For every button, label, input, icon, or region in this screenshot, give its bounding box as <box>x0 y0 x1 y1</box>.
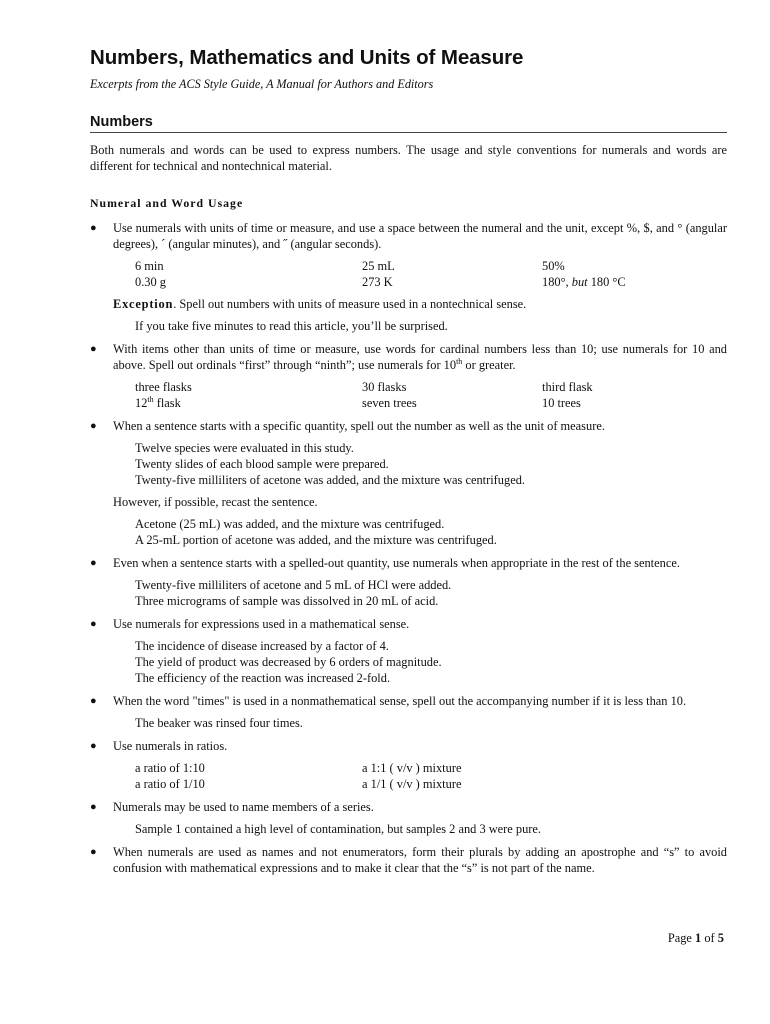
list-item <box>90 220 727 334</box>
bullet-icon: ● <box>90 618 97 630</box>
example-line: The incidence of disease increased by a factor of 4. <box>135 639 389 653</box>
grid-cell: third flask <box>542 380 593 394</box>
page-label: Page <box>667 931 692 945</box>
grid-cell: a ratio of 1/10 <box>135 777 205 791</box>
example-block <box>113 638 727 686</box>
grid-cell: seven trees <box>362 396 417 410</box>
exception-note <box>113 296 727 312</box>
bullet-text: Even when a sentence starts with a spelled-out quantity, use numerals when appropriate in the rest of the sentence. <box>113 556 680 570</box>
bullet-icon: ● <box>90 420 97 432</box>
example-block <box>113 715 727 731</box>
page-number: 1 <box>695 931 702 945</box>
bullet-text: When the word "times" is used in a nonmathematical sense, spell out the accompanying number if it is less than 10. <box>113 694 687 708</box>
section-intro: Both numerals and words can be used to express numbers. The usage and style conventions for numerals and words are different for technical and nontechnical material. <box>90 143 727 173</box>
bullet-text: Use numerals for expressions used in a mathematical sense. <box>113 617 410 631</box>
grid-cell: three flasks <box>135 380 192 394</box>
bullet-icon: ● <box>90 557 97 569</box>
of-label: of <box>704 931 715 945</box>
example-grid <box>113 379 727 411</box>
example-line: A 25-mL portion of acetone was added, and the mixture was centrifuged. <box>135 533 497 547</box>
bullet-text: When numerals are used as names and not enumerators, form their plurals by adding an apostrophe and “s” to avoid confusion with mathematical expressions and to make it clear that the “s” is not part of the name. <box>113 845 727 875</box>
example-grid <box>113 760 727 792</box>
example-line: Twenty-five milliliters of acetone and 5 mL of HCl were added. <box>135 578 452 592</box>
list-item <box>90 693 727 731</box>
example-line: The efficiency of the reaction was increased 2-fold. <box>135 671 391 685</box>
page-title: Numbers, Mathematics and Units of Measure <box>90 46 524 69</box>
bullet-text: Numerals may be used to name members of a series. <box>113 800 374 814</box>
list-item <box>90 844 727 876</box>
page-footer <box>668 931 724 946</box>
grid-cell: a 1:1 ( v/v ) mixture <box>362 761 462 775</box>
example-line: The beaker was rinsed four times. <box>135 716 303 730</box>
bullet-list <box>90 220 727 883</box>
exception-label: Exception <box>113 297 174 311</box>
bullet-text: Use numerals with units of time or measure, and use a space between the numeral and the unit, except %, $, and ° (angular degrees), ´ (angular minutes), and ˝ (angular seconds). <box>113 221 727 251</box>
list-item <box>90 341 727 411</box>
bullet-icon: ● <box>90 343 97 355</box>
bullet-icon: ● <box>90 740 97 752</box>
page-total: 5 <box>717 931 724 945</box>
example-line: The yield of product was decreased by 6 orders of magnitude. <box>135 655 442 669</box>
example-block <box>113 577 727 609</box>
example-line: Twenty-five milliliters of acetone was added, and the mixture was centrifuged. <box>135 473 525 487</box>
grid-cell: 180°, but 180 °C <box>542 275 626 289</box>
list-item <box>90 616 727 686</box>
list-item <box>90 738 727 792</box>
example-line: Sample 1 contained a high level of contamination, but samples 2 and 3 were pure. <box>135 822 542 836</box>
grid-cell: 6 min <box>135 259 164 273</box>
section-heading: Numbers <box>90 114 727 133</box>
note-text: However, if possible, recast the sentence. <box>113 495 318 509</box>
bullet-icon: ● <box>90 846 97 858</box>
bullet-icon: ● <box>90 801 97 813</box>
grid-cell: 25 mL <box>362 259 395 273</box>
example-block <box>113 821 727 837</box>
grid-cell: 30 flasks <box>362 380 407 394</box>
subsection-heading: Numeral and Word Usage <box>90 196 244 210</box>
example-block <box>113 440 727 488</box>
example-line: Acetone (25 mL) was added, and the mixture was centrifuged. <box>135 517 445 531</box>
grid-cell: 12th flask <box>135 394 181 410</box>
grid-cell: 50% <box>542 259 565 273</box>
grid-cell: 10 trees <box>542 396 581 410</box>
grid-cell: a ratio of 1:10 <box>135 761 205 775</box>
bullet-text: When a sentence starts with a specific quantity, spell out the number as well as the unit of measure. <box>113 419 605 433</box>
grid-cell: 0.30 g <box>135 275 166 289</box>
page-subtitle: Excerpts from the ACS Style Guide, A Manual for Authors and Editors <box>90 77 434 91</box>
example-line: If you take five minutes to read this article, you’ll be surprised. <box>135 319 448 333</box>
bullet-icon: ● <box>90 222 97 234</box>
grid-cell: a 1/1 ( v/v ) mixture <box>362 777 462 791</box>
example-line: Three micrograms of sample was dissolved in 20 mL of acid. <box>135 594 439 608</box>
example-line: Twenty slides of each blood sample were prepared. <box>135 457 389 471</box>
bullet-text: With items other than units of time or measure, use words for cardinal numbers less than 10; use numerals for 10 and above. Spell out ordinals “first” through “ninth”; use numerals for 10th or greater. <box>113 342 727 372</box>
list-item <box>90 555 727 609</box>
grid-cell: 273 K <box>362 275 393 289</box>
example-grid <box>113 258 727 290</box>
example-block <box>113 516 727 548</box>
example-line: Twelve species were evaluated in this study. <box>135 441 354 455</box>
list-item <box>90 418 727 548</box>
bullet-text: Use numerals in ratios. <box>113 739 228 753</box>
exception-text: . Spell out numbers with units of measure used in a nontechnical sense. <box>173 297 527 311</box>
bullet-icon: ● <box>90 695 97 707</box>
list-item <box>90 799 727 837</box>
